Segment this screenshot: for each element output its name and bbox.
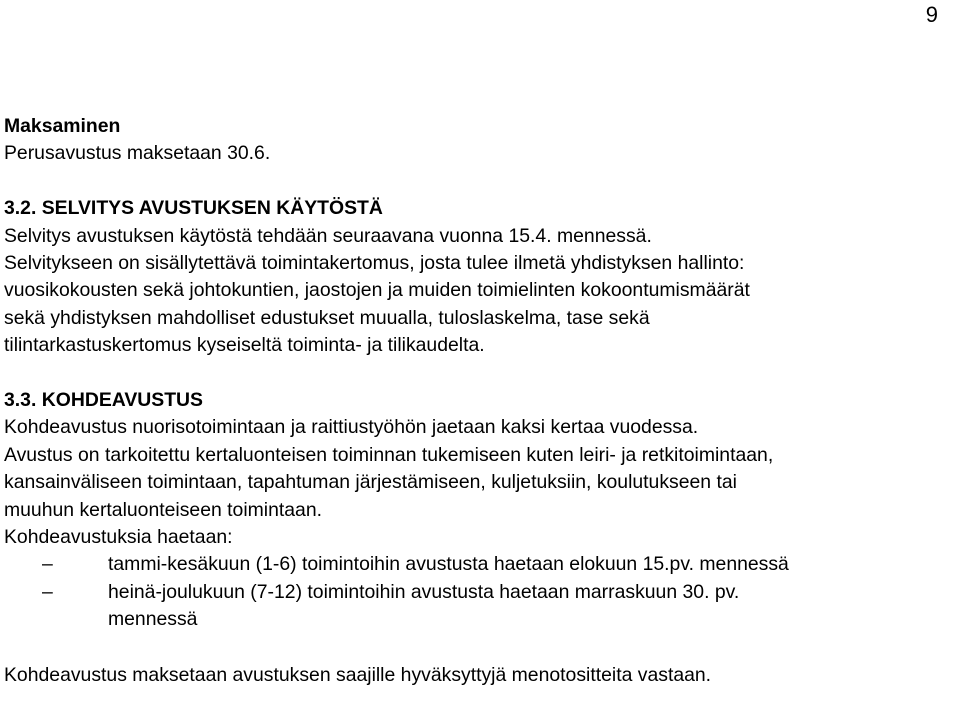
paragraph-line: tilintarkastuskertomus kyseiseltä toiminta- ja tilikaudelta. — [4, 334, 485, 357]
bullet-text: heinä-joulukuun (7-12) toimintoihin avustusta haetaan marraskuun 30. pv. — [108, 580, 740, 603]
bullet-text: mennessä — [108, 608, 198, 631]
document-body — [4, 113, 956, 689]
paragraph-line: Kohdeavustuksia haetaan: — [4, 526, 233, 549]
paragraph-line: sekä yhdistyksen mahdolliset edustukset muualla, tuloslaskelma, tase sekä — [4, 306, 650, 329]
page-number: 9 — [925, 2, 938, 27]
paragraph-line: Perusavustus maksetaan 30.6. — [4, 142, 271, 165]
dash-bullet-icon: – — [42, 553, 53, 576]
closing-paragraph: Kohdeavustus maksetaan avustuksen saajille hyväksyttyjä menotositteita vastaan. — [4, 663, 712, 686]
section-heading-selvitys: 3.2. SELVITYS AVUSTUKSEN KÄYTÖSTÄ — [4, 197, 383, 220]
spacer — [4, 634, 956, 662]
paragraph-line: Kohdeavustus nuorisotoimintaan ja raittiustyöhön jaetaan kaksi kertaa vuodessa. — [4, 416, 699, 439]
paragraph-line: Selvitys avustuksen käytöstä tehdään seuraavana vuonna 15.4. mennessä. — [4, 224, 652, 247]
dash-bullet-icon: – — [42, 580, 53, 603]
bullet-item — [4, 579, 956, 634]
bullet-item — [4, 551, 956, 578]
paragraph-line: vuosikokousten sekä johtokuntien, jaostojen ja muiden toimielinten kokoontumismäärät — [4, 279, 750, 302]
spacer — [4, 168, 956, 195]
spacer — [4, 360, 956, 387]
paragraph-line: Selvitykseen on sisällytettävä toimintakertomus, josta tulee ilmetä yhdistyksen hallinto: — [4, 252, 745, 275]
section-heading-kohdeavustus: 3.3. KOHDEAVUSTUS — [4, 389, 203, 412]
bullet-text: tammi-kesäkuun (1-6) toimintoihin avustusta haetaan elokuun 15.pv. mennessä — [108, 553, 789, 576]
paragraph-line: muuhun kertaluonteiseen toimintaan. — [4, 498, 322, 521]
paragraph-line: kansainväliseen toimintaan, tapahtuman järjestämiseen, kuljetuksiin, koulutukseen tai — [4, 471, 737, 494]
section-heading-maksaminen: Maksaminen — [4, 115, 121, 137]
paragraph-line: Avustus on tarkoitettu kertaluonteisen toiminnan tukemiseen kuten leiri- ja retkitoimintaan, — [4, 443, 774, 466]
